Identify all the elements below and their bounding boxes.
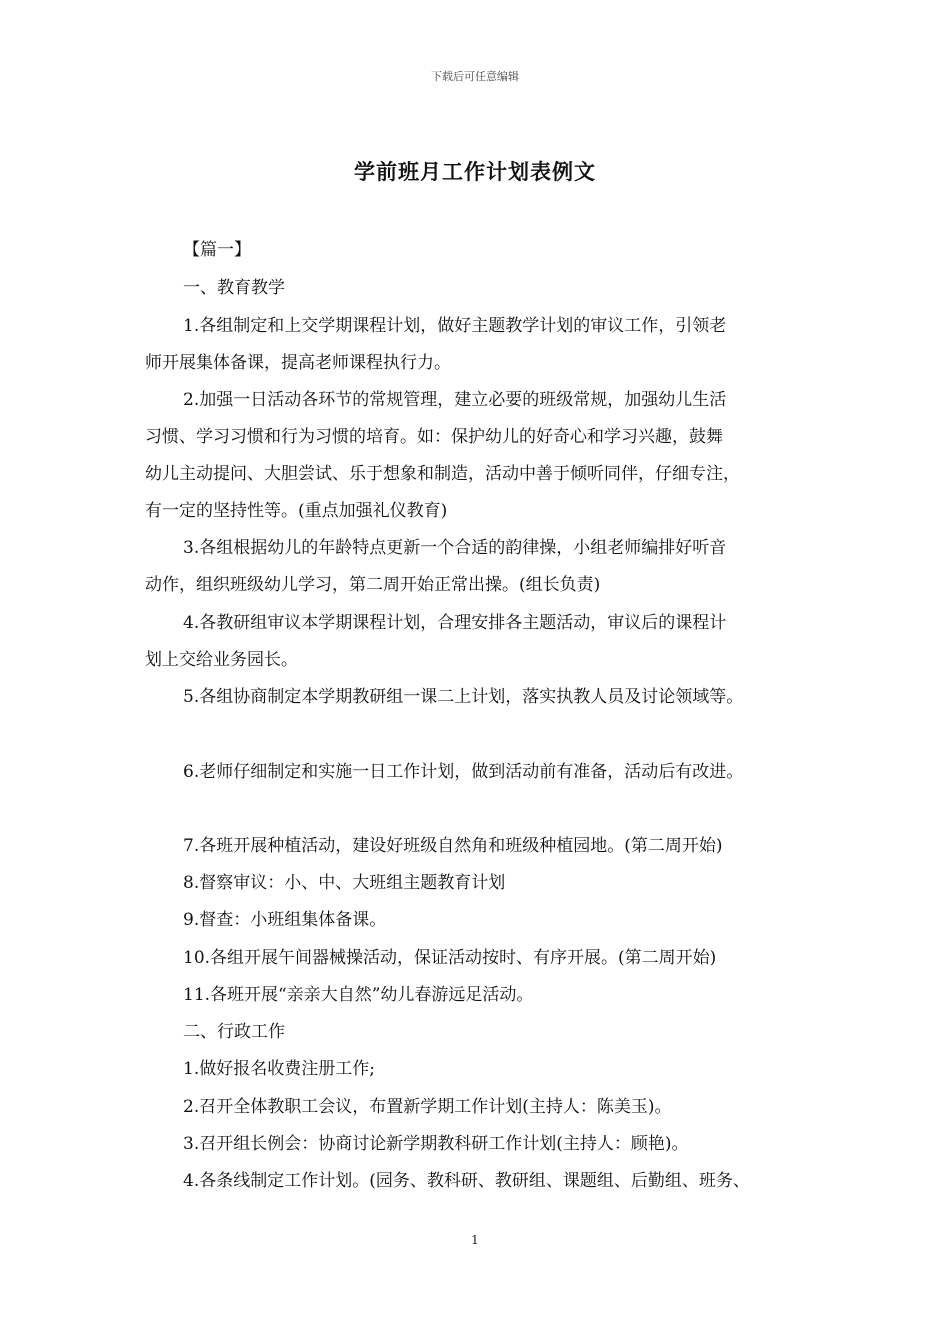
paragraph-line: 4.各条线制定工作计划。(园务、教科研、教研组、课题组、后勤组、班务、 [183,1171,750,1191]
paragraph-line: 9.督查：小班组集体备课。 [183,910,387,930]
paragraph-line: 2.召开全体教职工会议，布置新学期工作计划(主持人：陈美玉)。 [183,1097,672,1117]
heading-education: 一、教育教学 [183,278,285,298]
paragraph-line: 师开展集体备课，提高老师课程执行力。 [145,353,451,373]
heading-administration: 二、行政工作 [183,1022,285,1042]
paragraph-line: 动作，组织班级幼儿学习，第二周开始正常出操。(组长负责) [145,575,601,595]
paragraph-line: 8.督察审议：小、中、大班组主题教育计划 [183,873,506,893]
paragraph-line: 5.各组协商制定本学期教研组一课二上计划，落实执教人员及讨论领域等。 [183,687,744,707]
section-label: 【篇一】 [183,240,251,260]
paragraph-line: 10.各组开展午间器械操活动，保证活动按时、有序开展。(第二周开始) [183,948,717,968]
page-number: 1 [471,1233,479,1247]
paragraph-line: 4.各教研组审议本学期课程计划，合理安排各主题活动，审议后的课程计 [183,613,727,633]
paragraph-line: 2.加强一日活动各环节的常规管理，建立必要的班级常规，加强幼儿生活 [183,390,727,410]
paragraph-line: 1.各组制定和上交学期课程计划，做好主题教学计划的审议工作，引领老 [183,316,727,336]
paragraph-line: 1.做好报名收费注册工作; [183,1059,375,1079]
paragraph-line: 有一定的坚持性等。(重点加强礼仪教育) [145,501,448,521]
paragraph-line: 6.老师仔细制定和实施一日工作计划，做到活动前有准备，活动后有改进。 [183,762,744,782]
header-note: 下载后可任意编辑 [431,70,519,83]
paragraph-line: 11.各班开展“亲亲大自然”幼儿春游远足活动。 [183,985,534,1005]
paragraph-line: 划上交给业务园长。 [145,650,298,670]
paragraph-line: 习惯、学习习惯和行为习惯的培育。如：保护幼儿的好奇心和学习兴趣，鼓舞 [145,427,723,447]
paragraph-line: 7.各班开展种植活动，建设好班级自然角和班级种植园地。(第二周开始) [183,836,723,856]
paragraph-line: 3.各组根据幼儿的年龄特点更新一个合适的韵律操，小组老师编排好听音 [183,538,727,558]
paragraph-line: 3.召开组长例会：协商讨论新学期教科研工作计划(主持人：顾艳)。 [183,1134,689,1154]
page-title: 学前班月工作计划表例文 [354,160,596,184]
paragraph-line: 幼儿主动提问、大胆尝试、乐于想象和制造，活动中善于倾听同伴，仔细专注， [145,464,740,484]
